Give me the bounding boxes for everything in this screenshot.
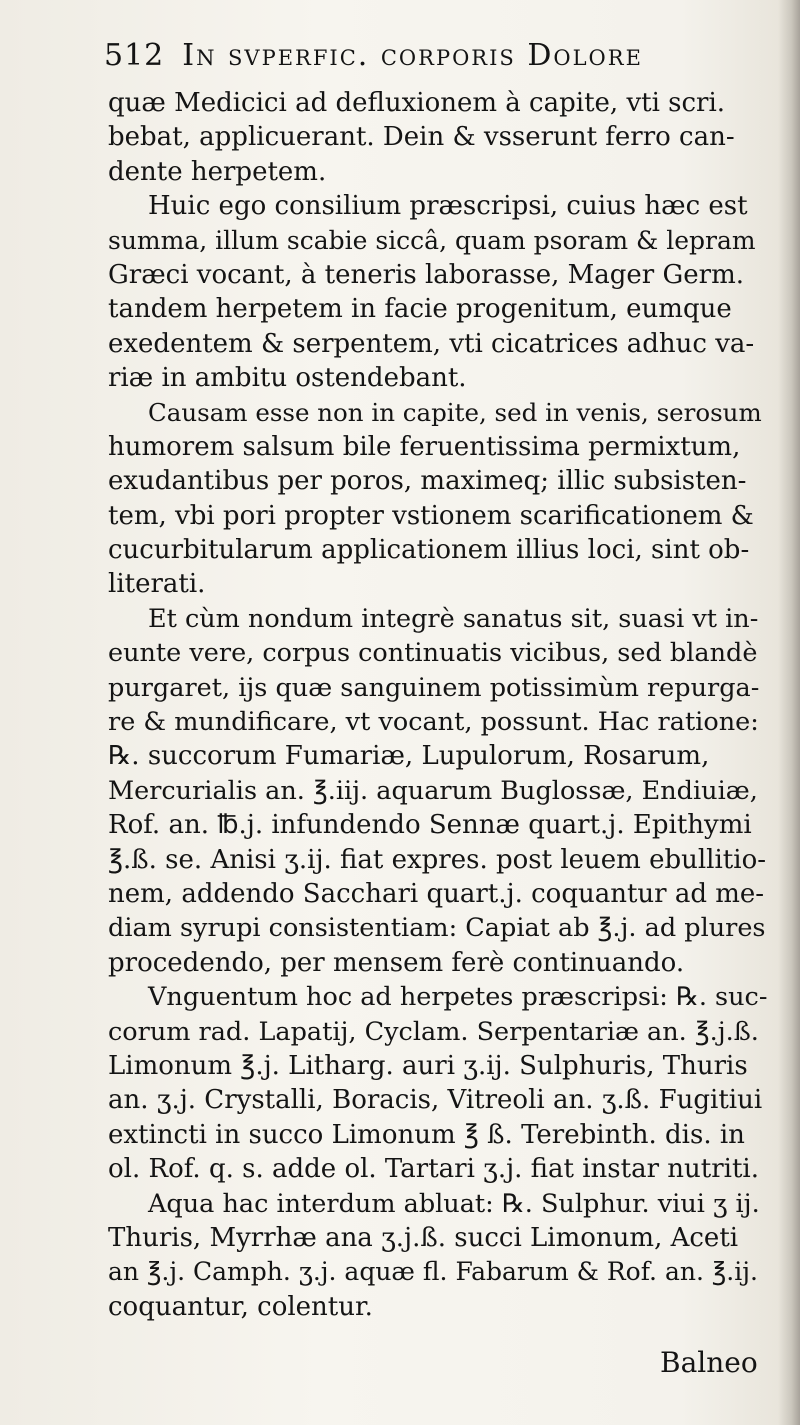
text-line: summa, illum scabie siccâ, quam psoram & lepram [108, 225, 756, 255]
text-line: coquantur, colentur. [108, 1291, 373, 1322]
text-line: literati. [108, 569, 206, 600]
text-line: Huic ego consilium præscripsi, cuius hæc est [148, 191, 748, 222]
running-header [104, 38, 764, 86]
text-line: procedendo, per mensem ferè continuando. [108, 947, 685, 978]
text-line: an ℥.j. Camph. ʒ.j. aquæ fl. Fabarum & Rof. an. ℥.ij. [108, 1257, 758, 1287]
text-line: cucurbitularum applicationem illius loci, sint ob- [108, 535, 750, 566]
text-line: riæ in ambitu ostendebant. [108, 363, 467, 394]
text-line: nem, addendo Sacchari quart.j. coquantur ad me- [108, 878, 765, 909]
text-line: corum rad. Lapatij, Cyclam. Serpentariæ an. ℥.j.ß. [108, 1016, 759, 1047]
text-line: Mercurialis an. ℥.iij. aquarum Buglossæ, Endiuiæ, [108, 775, 758, 806]
running-title: In svperfic. corporis Dolore [182, 38, 643, 73]
text-line: Thuris, Myrrhæ ana ʒ.j.ß. succi Limonum, Aceti [108, 1222, 739, 1253]
text-line: extincti in succo Limonum ℥ ß. Terebinth. dis. in [108, 1119, 745, 1150]
text-line: tandem herpetem in facie progenitum, eumque [108, 294, 732, 325]
text-line: Græci vocant, à teneris laborasse, Mager Germ. [108, 259, 744, 290]
text-line: ℞. succorum Fumariæ, Lupulorum, Rosarum, [108, 741, 710, 772]
text-line: re & mundificare, vt vocant, possunt. Hac ratione: [108, 707, 759, 738]
text-line: purgaret, ijs quæ sanguinem potissimùm repurga- [108, 672, 760, 703]
text-line: Causam esse non in capite, sed in venis, serosum [148, 397, 762, 427]
text-line: dente herpetem. [108, 156, 327, 187]
text-line: an. ʒ.j. Crystalli, Boracis, Vitreoli an. ʒ.ß. Fugitiui [108, 1085, 763, 1116]
text-line: humorem salsum bile feruentissima permixtum, [108, 431, 741, 462]
text-line: tem, vbi pori propter vstionem scarificationem & [108, 500, 754, 531]
catchword: Balneo [660, 1346, 758, 1379]
text-line: exedentem & serpentem, vti cicatrices adhuc va- [108, 328, 755, 359]
page-edge-shadow [778, 0, 800, 1425]
text-line: Vnguentum hoc ad herpetes præscripsi: ℞. suc- [148, 982, 768, 1013]
text-line: ℥.ß. se. Anisi ʒ.ij. fiat expres. post leuem ebullitio- [108, 844, 767, 875]
page-number: 512 [104, 38, 165, 73]
text-line: eunte vere, corpus continuatis vicibus, sed blandè [108, 638, 758, 669]
text-block [108, 86, 768, 1324]
text-line: diam syrupi consistentiam: Capiat ab ℥.j. ad plures [108, 913, 766, 944]
text-line: Et cùm nondum integrè sanatus sit, suasi vt in- [148, 603, 759, 634]
text-line: ol. Rof. q. s. adde ol. Tartari ʒ.j. fiat instar nutriti. [108, 1154, 759, 1185]
text-line: exudantibus per poros, maximeq; illic subsisten- [108, 466, 747, 497]
text-line: Limonum ℥.j. Litharg. auri ʒ.ij. Sulphuris, Thuris [108, 1050, 748, 1081]
text-line: Aqua hac interdum abluat: ℞. Sulphur. viui ʒ ij. [148, 1188, 760, 1219]
text-line: Rof. an. ℔.j. infundendo Sennæ quart.j. Epithymi [108, 810, 752, 841]
text-line: bebat, applicuerant. Dein & vsserunt ferro can- [108, 122, 735, 153]
text-line: quæ Medicici ad defluxionem à capite, vti scri. [108, 88, 726, 118]
